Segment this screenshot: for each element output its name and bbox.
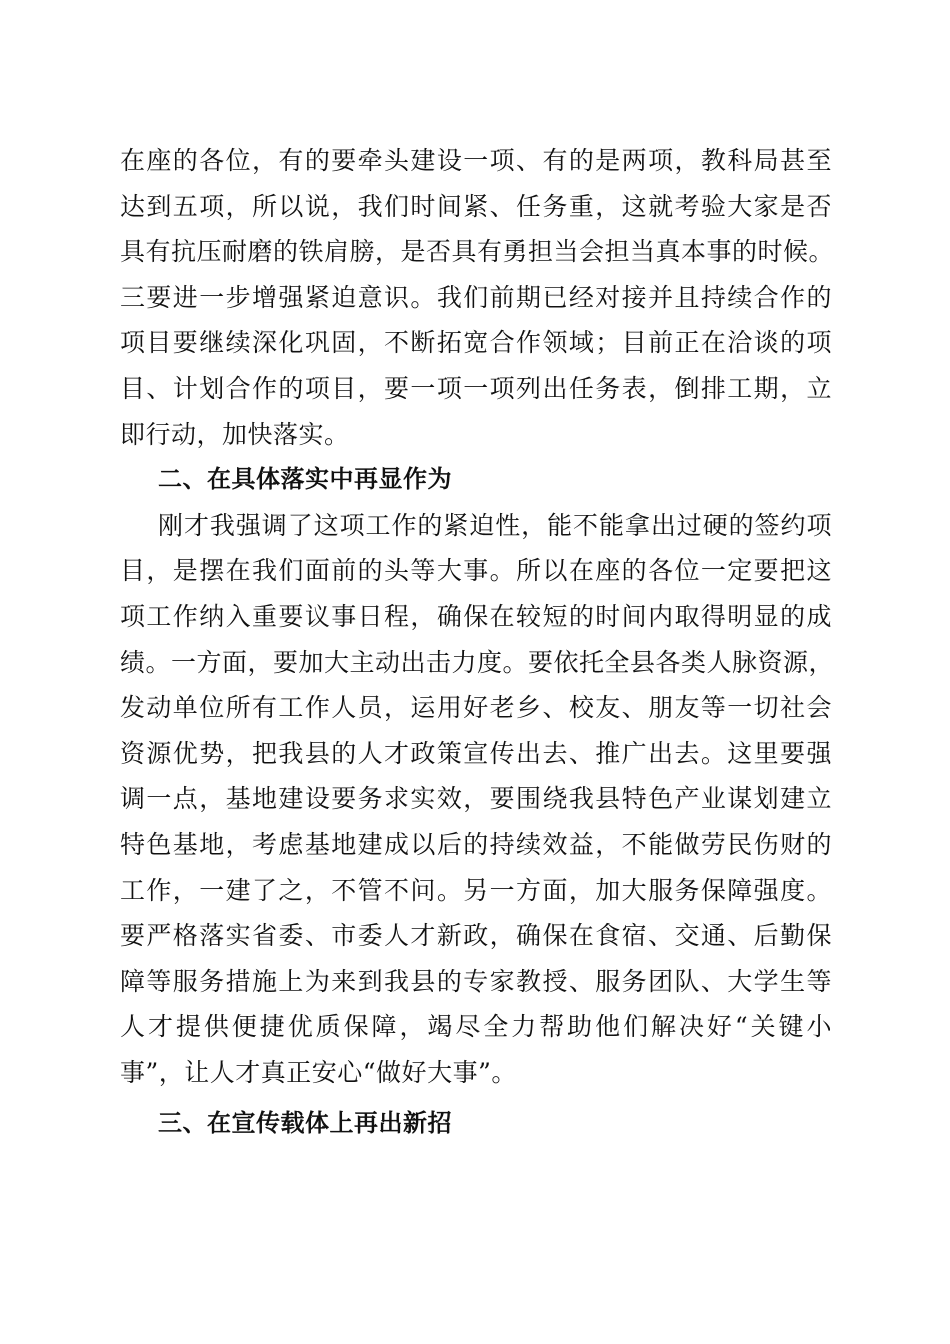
- paragraph-line: 目，是摆在我们面前的头等大事。所以在座的各位一定要把这: [120, 556, 832, 586]
- paragraph-line: 绩。一方面，要加大主动出击力度。要依托全县各类人脉资源，: [120, 647, 835, 677]
- paragraph-line: 障等服务措施上为来到我县的专家教授、服务团队、大学生等: [120, 966, 832, 996]
- paragraph-line: 资源优势，把我县的人才政策宣传出去、推广出去。这里要强: [120, 738, 832, 768]
- paragraph-line: 人才提供便捷优质保障，竭尽全力帮助他们解决好“关键小: [120, 1012, 832, 1042]
- paragraph-line: 目、计划合作的项目，要一项一项列出任务表，倒排工期，立: [120, 373, 832, 403]
- paragraph-line: 工作，一建了之，不管不问。另一方面，加大服务保障强度。: [120, 875, 832, 905]
- paragraph-line: 具有抗压耐磨的铁肩膀，是否具有勇担当会担当真本事的时候。: [120, 237, 835, 267]
- paragraph-line: 事”，让人才真正安心“做好大事”。: [120, 1057, 517, 1087]
- section-heading-3: 三、在宣传载体上再出新招: [158, 1109, 452, 1138]
- section-heading-2: 二、在具体落实中再显作为: [158, 465, 452, 494]
- paragraph-line: 三要进一步增强紧迫意识。我们前期已经对接并且持续合作的: [120, 282, 832, 312]
- paragraph-line: 发动单位所有工作人员，运用好老乡、校友、朋友等一切社会: [120, 693, 832, 723]
- paragraph-line: 项工作纳入重要议事日程，确保在较短的时间内取得明显的成: [120, 601, 832, 631]
- paragraph-line: 即行动，加快落实。: [120, 419, 350, 449]
- paragraph-line: 项目要继续深化巩固，不断拓宽合作领域；目前正在洽谈的项: [120, 328, 832, 358]
- paragraph-line: 刚才我强调了这项工作的紧迫性，能不能拿出过硬的签约项: [158, 510, 832, 540]
- document-body: [120, 138, 835, 1147]
- paragraph-line: 达到五项，所以说，我们时间紧、任务重，这就考验大家是否: [120, 191, 832, 221]
- paragraph-line: 特色基地，考虑基地建成以后的持续效益，不能做劳民伤财的: [120, 829, 832, 859]
- paragraph-line: 在座的各位，有的要牵头建设一项、有的是两项，教科局甚至: [120, 146, 832, 175]
- paragraph-line: 要严格落实省委、市委人才新政，确保在食宿、交通、后勤保: [120, 921, 832, 951]
- paragraph-line: 调一点，基地建设要务求实效，要围绕我县特色产业谋划建立: [120, 784, 832, 814]
